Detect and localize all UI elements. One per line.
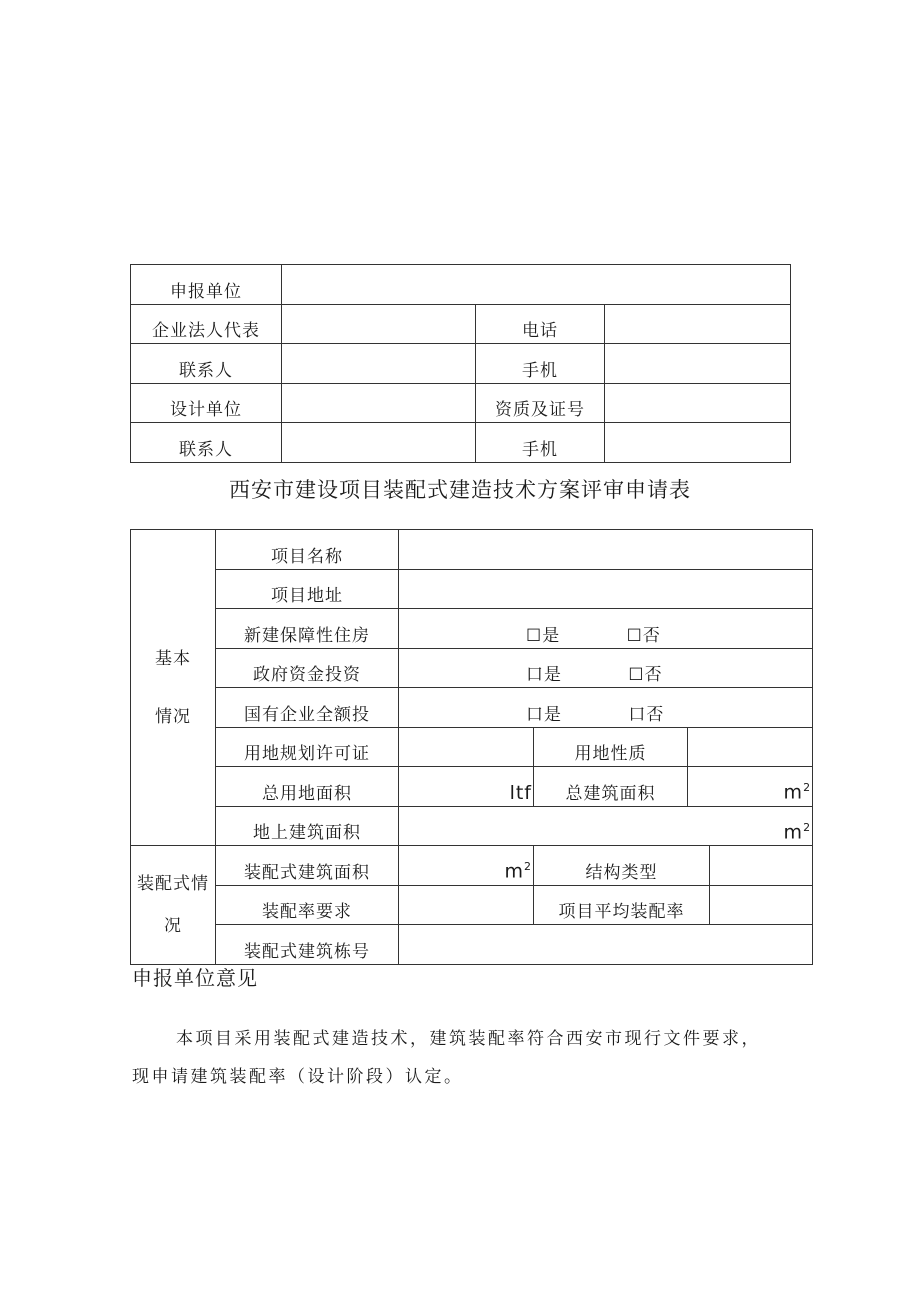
above-ground-area-field[interactable]: [399, 806, 813, 846]
land-use-nature-field[interactable]: [688, 727, 813, 767]
soe-investment-label: 国有企业全额投: [216, 688, 399, 728]
prefab-floor-area-unit: $m^2$: [504, 860, 532, 883]
project-info-table: [130, 529, 813, 965]
prefab-building-numbers-label: 装配式建筑栋号: [216, 925, 399, 965]
prefab-info-group-label: 装配式情 况: [131, 846, 216, 965]
prefab-floor-area-field[interactable]: [399, 846, 534, 886]
phone-label: 电话: [476, 304, 605, 344]
total-floor-area-field[interactable]: [688, 767, 813, 807]
table-row: [131, 344, 791, 384]
phone-field[interactable]: [605, 304, 791, 344]
design-contact-field[interactable]: [282, 423, 476, 463]
prefab-building-numbers-field[interactable]: [399, 925, 813, 965]
soe-investment-yes-checkbox[interactable]: 口是: [526, 704, 562, 725]
government-investment-options: [399, 648, 813, 688]
applicant-unit-field[interactable]: [282, 265, 791, 305]
above-ground-area-unit: $m^2$: [783, 820, 812, 843]
affordable-housing-no-checkbox[interactable]: ☐否: [626, 625, 661, 646]
affordable-housing-yes-checkbox[interactable]: ☐是: [526, 625, 561, 646]
design-contact-label: 联系人: [131, 423, 282, 463]
table-row: [131, 806, 813, 846]
table-row: [131, 925, 813, 965]
table-row: [131, 383, 791, 423]
project-name-label: 项目名称: [216, 530, 399, 570]
table-row: [131, 569, 813, 609]
land-use-permit-field[interactable]: [399, 727, 534, 767]
table-row: [131, 648, 813, 688]
design-unit-label: 设计单位: [131, 383, 282, 423]
total-land-area-unit: ltf: [509, 781, 532, 804]
table-row: [131, 846, 813, 886]
table-row: [131, 265, 791, 305]
mobile-label: 手机: [476, 344, 605, 384]
opinion-text: [132, 1020, 792, 1096]
government-investment-label: 政府资金投资: [216, 648, 399, 688]
total-floor-area-unit: $m^2$: [783, 781, 812, 804]
table-row: [131, 727, 813, 767]
basic-info-group-label: 基本 情况: [131, 530, 216, 846]
form-title: 西安市建设项目装配式建造技术方案评审申请表: [229, 478, 691, 502]
above-ground-area-label: 地上建筑面积: [216, 806, 399, 846]
project-address-label: 项目地址: [216, 569, 399, 609]
contact-person-label: 联系人: [131, 344, 282, 384]
qualification-label: 资质及证号: [476, 383, 605, 423]
structure-type-field[interactable]: [710, 846, 813, 886]
total-floor-area-label: 总建筑面积: [534, 767, 688, 807]
legal-representative-field[interactable]: [282, 304, 476, 344]
design-mobile-label: 手机: [476, 423, 605, 463]
opinion-line-2: 现申请建筑装配率（设计阶段）认定。: [132, 1067, 464, 1087]
government-investment-yes-checkbox[interactable]: 口是: [526, 665, 562, 685]
opinion-line-1: 本项目采用装配式建造技术，建筑装配率符合西安市现行文件要求，: [176, 1029, 761, 1049]
table-row: [131, 304, 791, 344]
table-row: [131, 530, 813, 570]
applicant-info-table: [130, 264, 791, 463]
land-use-nature-label: 用地性质: [534, 727, 688, 767]
avg-prefab-rate-label: 项目平均装配率: [534, 885, 710, 925]
prefab-rate-requirement-field[interactable]: [399, 885, 534, 925]
table-row: [131, 885, 813, 925]
table-row: [131, 609, 813, 649]
qualification-field[interactable]: [605, 383, 791, 423]
structure-type-label: 结构类型: [534, 846, 710, 886]
table-row: [131, 423, 791, 463]
prefab-rate-requirement-label: 装配率要求: [216, 885, 399, 925]
affordable-housing-label: 新建保障性住房: [216, 609, 399, 649]
project-name-field[interactable]: [399, 530, 813, 570]
legal-representative-label: 企业法人代表: [131, 304, 282, 344]
design-mobile-field[interactable]: [605, 423, 791, 463]
table-row: [131, 688, 813, 728]
soe-investment-options: [399, 688, 813, 728]
contact-person-field[interactable]: [282, 344, 476, 384]
avg-prefab-rate-field[interactable]: [710, 885, 813, 925]
land-use-permit-label: 用地规划许可证: [216, 727, 399, 767]
total-land-area-label: 总用地面积: [216, 767, 399, 807]
mobile-field[interactable]: [605, 344, 791, 384]
project-address-field[interactable]: [399, 569, 813, 609]
government-investment-no-checkbox[interactable]: ☐否: [628, 665, 663, 685]
affordable-housing-options: [399, 609, 813, 649]
table-row: [131, 767, 813, 807]
prefab-floor-area-label: 装配式建筑面积: [216, 846, 399, 886]
opinion-heading: 申报单位意见: [132, 966, 258, 990]
soe-investment-no-checkbox[interactable]: 口否: [628, 704, 665, 725]
applicant-unit-label: 申报单位: [131, 265, 282, 305]
design-unit-field[interactable]: [282, 383, 476, 423]
total-land-area-field[interactable]: [399, 767, 534, 807]
